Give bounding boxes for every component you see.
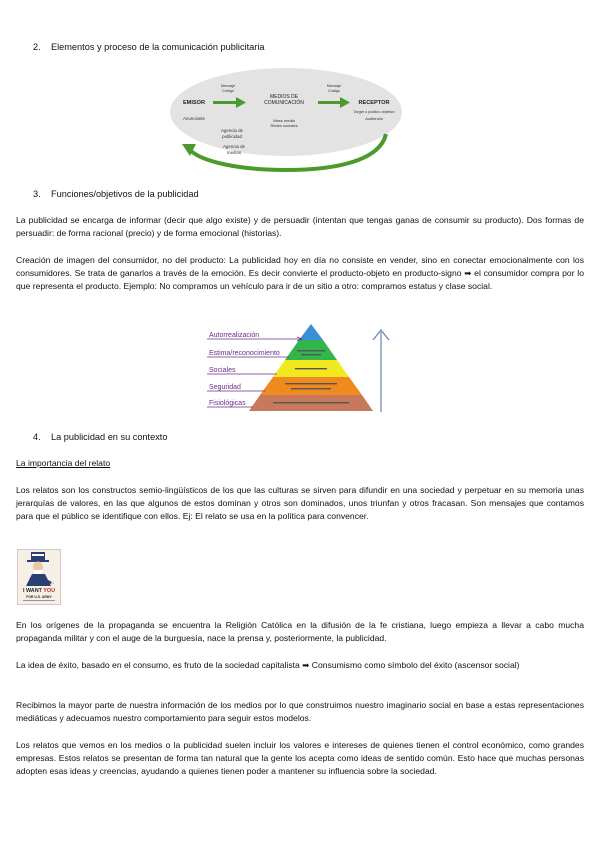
- medios-line2: COMUNICACIÓN: [264, 100, 304, 106]
- medios-line1: MEDIOS DE: [269, 94, 299, 100]
- section-number: 3.: [33, 189, 41, 199]
- uncle-sam-poster-image: [17, 549, 61, 605]
- paragraph-origenes-propaganda: En los orígenes de la propaganda se encuentra la Religión Católica en la difusión de la fe cristiana, luego empieza a llevar a cabo mucha propaganda militar y con el auge de la burguesía, nace la prensa y, posteriormente, la publicidad.: [16, 620, 584, 644]
- maslow-pyramid-diagram: [205, 320, 405, 416]
- agencia-publicidad-line2: publicidad: [222, 134, 242, 139]
- paragraph-idea-exito: La idea de éxito, basado en el consumo, es fruto de la sociedad capitalista ➡ Consumismo como símbolo del éxito (ascensor social): [16, 660, 520, 670]
- section-number: 2.: [33, 42, 41, 52]
- mensaje-left-line1: Mensaje: [220, 84, 236, 88]
- section-title: Elementos y proceso de la comunicación publicitaria: [51, 42, 265, 52]
- label-autorrealizacion: Autorrealización: [209, 332, 260, 339]
- poster-line2: FOR U.S. ARMY: [26, 595, 52, 599]
- poster-line1: I WANT YOU: [23, 588, 55, 594]
- anunciante-label: Anunciante: [183, 116, 205, 121]
- section-title: La publicidad en su contexto: [51, 432, 168, 442]
- pyramid-level-autorrealizacion: [299, 324, 323, 340]
- subheading-relato: La importancia del relato: [16, 458, 111, 468]
- section-3-heading: [33, 189, 199, 199]
- mensaje-left-line2: Código: [221, 89, 235, 93]
- pyramid-level-seguridad: [260, 377, 362, 395]
- inner-text-line: [291, 388, 331, 389]
- receptor-label: RECEPTOR: [358, 100, 390, 106]
- mensaje-right-line1: Mensaje: [326, 84, 342, 88]
- section-4-heading: [33, 432, 167, 442]
- emisor-label: EMISOR: [182, 100, 206, 106]
- poster-illustration: [18, 550, 60, 604]
- label-estima: Estima/reconocimiento: [209, 350, 280, 357]
- hand: [51, 582, 54, 585]
- inner-text-line: [273, 402, 349, 403]
- hat-star-band: [32, 554, 44, 556]
- inner-text-line: [301, 354, 321, 355]
- target-label: Target o público objetivo: [353, 110, 395, 114]
- section-title: Funciones/objetivos de la publicidad: [51, 189, 199, 199]
- inner-text-line: [285, 383, 337, 384]
- inner-text-line: [297, 350, 325, 351]
- poster-fine-print: [23, 600, 55, 601]
- label-sociales: Sociales: [209, 367, 236, 374]
- agencia-medios-line2: medios: [226, 150, 242, 155]
- section-number: 4.: [33, 432, 41, 442]
- soportes-line1: Mass media: [273, 118, 295, 123]
- communication-process-diagram: [168, 64, 404, 176]
- inner-text-line: [295, 368, 327, 369]
- paragraph-imagen-consumidor: Creación de imagen del consumidor, no del producto: La publicidad hoy en día no consiste en vender, sino en conectar emocionalmente con los consumidores. Se trata de ganarlos a través de la emoción. Es decir convierte el producto-objeto en producto-signo ➡ el consumidor compra por lo que representa el producto. Ejemplo: No compramos un vehículo para ir de un sitio a otro: compramos estatus y clase social.: [16, 255, 584, 292]
- paragraph-informacion-medios: Recibimos la mayor parte de nuestra información de los medios por lo que construimos nuestro imaginario social en base a estas representaciones mediáticas y adecuamos nuestro comportamiento para seguir estos modelos.: [16, 700, 584, 724]
- agencia-publicidad-line1: Agencia de: [221, 128, 243, 133]
- label-fisiologicas: Fisiológicas: [209, 400, 246, 407]
- paragraph-funciones: La publicidad se encarga de informar (decir que algo existe) y de persuadir (intentan que tengas ganas de consumir su producto). Dos formas de persuadir: de forma racional (precio) y de forma emocional (historias).: [16, 215, 584, 239]
- paragraph-relatos: Los relatos son los constructos semio-lingüísticos de los que las culturas se sirven para difundir en una sociedad y perpetuar en su memoria unas jerarquías de valores, en las que algunos de estos dominan y otros son dominados, unos triunfan y otros fracasan. Son mensajes que contamos para que el público se identifique con ellos. Ej: El relato se usa en la política para convencer.: [16, 485, 584, 522]
- agencia-medios-line1: Agencia de: [223, 144, 245, 149]
- soportes-line2: Redes sociales: [270, 123, 298, 128]
- section-2-heading: [33, 42, 264, 52]
- paragraph-relatos-medios: Los relatos que vemos en los medios o la publicidad suelen incluir los valores e intereses de quienes tienen el control económico, como grandes empresas. Estos relatos se presentan de forma tan natural que la gente los acepta como ideas de sentido común. Esto hace que muchas personas adopten esas ideas y creencias, ayudando a quienes tienen poder a mantener su influencia sobre la sociedad.: [16, 740, 584, 777]
- label-seguridad: Seguridad: [209, 384, 241, 391]
- mensaje-right-line2: Código: [327, 89, 341, 93]
- audiencia-label: Audiencia: [365, 116, 383, 121]
